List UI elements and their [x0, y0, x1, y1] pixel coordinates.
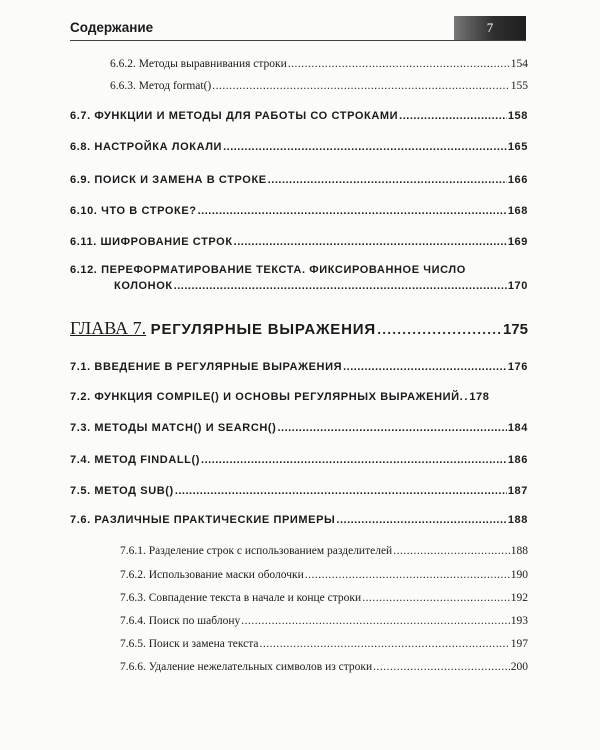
toc-page-number: 193: [510, 615, 528, 627]
toc-entry-label: 6.7. ФУНКЦИИ И МЕТОДЫ ДЛЯ РАБОТЫ СО СТРОКАМИ: [70, 110, 399, 122]
dot-leader: [268, 174, 507, 186]
page-header: [70, 16, 526, 40]
toc-page-number: 170: [507, 280, 528, 292]
toc-chapter-7[interactable]: [70, 318, 528, 339]
toc-entry-label: 6.10. ЧТО В СТРОКЕ?: [70, 205, 197, 217]
toc-entry-label: 7.6.3. Совпадение текста в начале и конце строки: [120, 592, 362, 604]
dot-leader: [362, 592, 510, 604]
dot-leader: [241, 615, 510, 627]
toc-entry-6-6-2[interactable]: [110, 58, 528, 70]
toc-entry-label: 6.11. ШИФРОВАНИЕ СТРОК: [70, 236, 233, 248]
toc-entry-7-6-4[interactable]: [120, 615, 528, 627]
toc-entry-label: 7.6.2. Использование маски оболочки: [120, 569, 304, 581]
toc-entry-label: 7.5. МЕТОД SUB(): [70, 485, 174, 497]
toc-entry-label: 7.6.5. Поиск и замена текста: [120, 638, 259, 650]
toc-entry-label: 7.2. ФУНКЦИЯ COMPILE() И ОСНОВЫ РЕГУЛЯРНЫХ ВЫРАЖЕНИЙ.: [70, 391, 464, 403]
dot-leader: [277, 422, 506, 434]
dot-leader: [212, 80, 509, 92]
page-number-tab: 7: [454, 16, 526, 40]
toc-entry-7-6-2[interactable]: [120, 569, 528, 581]
toc-entry-7-1[interactable]: [70, 361, 528, 373]
toc-entry-label: 7.4. МЕТОД FINDALL(): [70, 454, 201, 466]
toc-entry-7-6-5[interactable]: [120, 638, 528, 650]
dot-leader: [373, 661, 510, 673]
toc-page-number: 165: [507, 141, 528, 153]
toc-entry-label: 7.6.1. Разделение строк с использованием разделителей: [120, 545, 393, 557]
toc-entry-6-7[interactable]: [70, 110, 528, 122]
running-head-title: Содержание: [70, 20, 154, 35]
toc-entry-label: 7.6. РАЗЛИЧНЫЕ ПРАКТИЧЕСКИЕ ПРИМЕРЫ: [70, 514, 336, 526]
toc-page-number: 155: [510, 80, 528, 92]
toc-page-number: 197: [510, 638, 528, 650]
dot-leader: [260, 638, 510, 650]
toc-entry-label: 6.12. ПЕРЕФОРМАТИРОВАНИЕ ТЕКСТА. ФИКСИРОВАННОЕ ЧИСЛО: [70, 264, 466, 276]
toc-page-number: 200: [510, 661, 528, 673]
toc-entry-label: 7.6.6. Удаление нежелательных символов из строки: [120, 661, 373, 673]
toc-page-number: 178: [469, 391, 490, 403]
dot-leader: [399, 110, 507, 122]
dot-leader: [393, 545, 510, 557]
dot-leader: [175, 485, 507, 497]
dot-leader: [223, 141, 507, 153]
toc-page-number: 166: [507, 174, 528, 186]
header-divider: [70, 40, 526, 41]
dot-leader: [174, 280, 507, 292]
toc-page-number: 168: [507, 205, 528, 217]
chapter-title: РЕГУЛЯРНЫЕ ВЫРАЖЕНИЯ: [150, 321, 376, 338]
toc-page-number: 190: [510, 569, 528, 581]
toc-page-number: 158: [507, 110, 528, 122]
dot-leader: [198, 205, 507, 217]
toc-entry-label: 7.1. ВВЕДЕНИЕ В РЕГУЛЯРНЫЕ ВЫРАЖЕНИЯ: [70, 361, 343, 373]
toc-entry-6-8[interactable]: [70, 141, 528, 153]
dot-leader: [288, 58, 510, 70]
dot-leader: [336, 514, 506, 526]
toc-entry-7-5[interactable]: [70, 485, 528, 497]
toc-entry-6-10[interactable]: [70, 205, 528, 217]
toc-page-number: 175: [502, 321, 528, 338]
toc-page-number: 176: [507, 361, 528, 373]
toc-page-number: 188: [510, 545, 528, 557]
toc-entry-label-continued: КОЛОНОК: [114, 280, 173, 292]
toc-entry-7-6[interactable]: [70, 514, 528, 526]
dot-leader: [305, 569, 510, 581]
toc-page-number: 186: [507, 454, 528, 466]
toc-page-number: 187: [507, 485, 528, 497]
toc-page-number: 154: [510, 58, 528, 70]
toc-entry-6-11[interactable]: [70, 236, 528, 248]
toc-page-number: 192: [510, 592, 528, 604]
toc-entry-7-2[interactable]: [70, 391, 528, 403]
toc-entry-7-6-3[interactable]: [120, 592, 528, 604]
toc-page-number: 169: [507, 236, 528, 248]
toc-entry-7-3[interactable]: [70, 422, 528, 434]
toc-entry-label: 6.9. ПОИСК И ЗАМЕНА В СТРОКЕ: [70, 174, 267, 186]
toc-entry-label: 6.8. НАСТРОЙКА ЛОКАЛИ: [70, 141, 223, 153]
toc-entry-7-6-1[interactable]: [120, 545, 528, 557]
toc-entry-label: 7.3. МЕТОДЫ MATCH() И SEARCH(): [70, 422, 277, 434]
toc-page-number: 184: [507, 422, 528, 434]
toc-entry-7-4[interactable]: [70, 454, 528, 466]
toc-entry-label: 7.6.4. Поиск по шаблону: [120, 615, 241, 627]
toc-entry-6-9[interactable]: [70, 174, 528, 186]
dot-leader: [377, 318, 502, 339]
toc-entry-6-12[interactable]: [70, 264, 528, 292]
toc-entry-label: 6.6.3. Метод format(): [110, 80, 212, 92]
dot-leader: [464, 391, 468, 403]
dot-leader: [201, 454, 507, 466]
dot-leader: [343, 361, 507, 373]
toc-entry-label: 6.6.2. Методы выравнивания строки: [110, 58, 287, 70]
toc-entry-6-6-3[interactable]: [110, 80, 528, 92]
toc-page-number: 188: [507, 514, 528, 526]
toc-entry-7-6-6[interactable]: [120, 661, 528, 673]
chapter-prefix: ГЛАВА 7.: [70, 318, 147, 338]
dot-leader: [234, 236, 507, 248]
